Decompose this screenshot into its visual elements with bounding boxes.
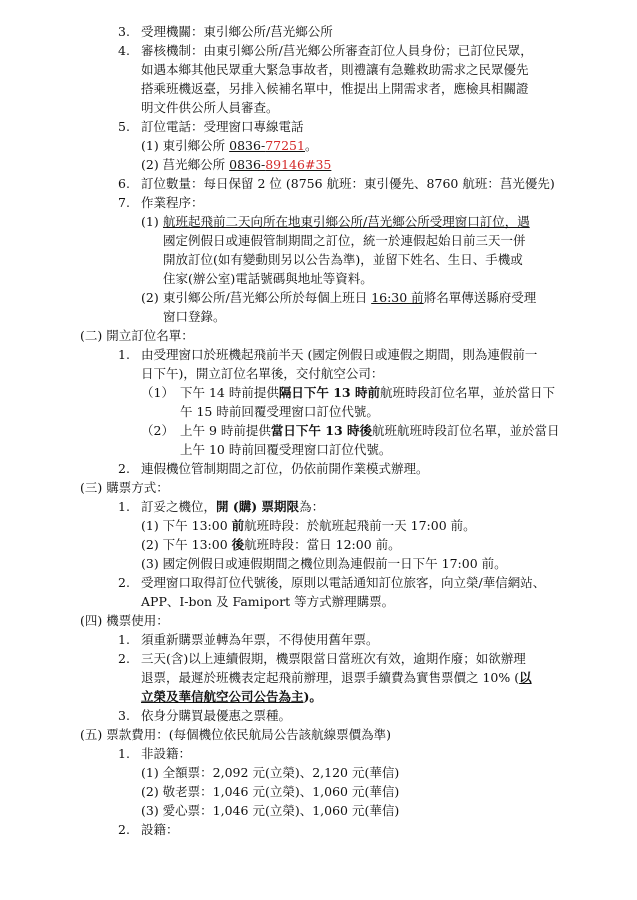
section-4-title: (四) 機票使用： [80,613,169,628]
sec4-item-3: 3. 依身分購買最優惠之票種。 [118,708,292,723]
item-7-1: (1) 航班起飛前二天向所在地東引鄉公所/莒光鄉公所受理窗口訂位，遇 [141,214,530,229]
sec4-item-1: 1. 須重新購票並轉為年票，不得使用舊年票。 [118,632,379,647]
phone-link-juguang[interactable]: 0836-89146#35 [229,157,332,172]
sec3-item-1: 1. 訂妥之機位，開 (購) 票期限為： [118,499,325,514]
sec2-item-1: 1. 由受理窗口於班機起飛前半天 (國定例假日或連假之期間，則為連假前一 [118,347,538,362]
item-6: 6. 訂位數量：每日保留 2 位 (8756 航班：東引優先、8760 航班：莒光優先) [118,176,555,191]
section-5-title: (五) 票款費用：(每個機位依民航局公告該航線票價為準) [80,727,391,742]
item-4: 4. 審核機制：由東引鄉公所/莒光鄉公所審查訂位人員身份；已訂位民眾， [118,43,533,58]
sec2-item-1-1: （1） 下午 14 時前提供隔日下午 13 時前航班時段訂位名單，並於當日下 [141,385,555,400]
section-2-title: (二) 開立訂位名單： [80,328,194,343]
sec2-item-1-2: （2） 上午 9 時前提供當日下午 13 時後航班航班時段訂位名單，並於當日 [141,423,560,438]
phone-juguang: (2) 莒光鄉公所 0836-89146#35 [141,157,332,172]
phone-link-dongyin[interactable]: 0836-77251 [229,138,305,153]
item-3: 3. 受理機關：東引鄉公所/莒光鄉公所 [118,24,333,39]
sec3-item-2: 2. 受理窗口取得訂位代號後，原則以電話通知訂位旅客，向立榮/華信網站、 [118,575,546,590]
sec5-item-1: 1. 非設籍： [118,746,192,761]
section-3-title: (三) 購票方式： [80,480,169,495]
document-page: 3. 受理機關：東引鄉公所/莒光鄉公所 4. 審核機制：由東引鄉公所/莒光鄉公所審查訂位人員身份；已訂位民眾， 如遇本鄉其他民眾重大緊急事故者，則禮讓有急難救助需求之民眾優先 搭乘班機返臺，另排入候補名單中，惟提出上開需求者，應檢具相關證 明文件供公所人員審查。 5. 訂位電話：受理窗口專線電話 (1) 東引鄉公所 0836-77251。 (2) 莒光鄉公所 0836-89146#35 6. 訂位數量：每日保留 2 位 (8756 航班：東引優先、8760 航班：莒光優先) 7. 作業程序： (1) 航班起飛前二天向所在地東引鄉公所/莒光鄉公所受理窗口訂位，遇 國定例假日或連假管制期間之訂位，統一於連假起始日前三天一併 開放訂位(如有變動則另以公告為準)，並留下姓名、生日、手機或 住家(辦公室)電話號碼與地址等資料。 (2) 東引鄉公所/莒光鄉公所於每個上班日 16:30 前將名單傳送縣府受理 窗口登錄。 (二) 開立訂位名單： 1. 由受理窗口於班機起飛前半天 (國定例假日或連假之期間，則為連假前一 日下午)，開立訂位名單後，交付航空公司： （1） 下午 14 時前提供隔日下午 13 時前航班時段訂位名單，並於當日下 午 15 時前回覆受理窗口訂位代號。 （2） 上午 9 時前提供當日下午 13 時後航班航班時段訂位名單，並於當日 上午 10 時前回覆受理窗口訂位代號。 2. 連假機位管制期間之訂位，仍依前開作業模式辦理。 (三) 購票方式： 1. 訂妥之機位，開 (購) 票期限為： (1) 下午 13:00 前航班時段：於航班起飛前一天 17:00 前。 (2) 下午 13:00 後航班時段：當日 12:00 前。 (3) 國定例假日或連假期間之機位則為連假前一日下午 17:00 前。 2. 受理窗口取得訂位代號後，原則以電話通知訂位旅客，向立榮/華信網站、 APP、I-bon 及 Famiport 等方式辦理購票。 (四) 機票使用： 1. 須重新購票並轉為年票，不得使用舊年票。 2. 三天(含)以上連續假期，機票限當日當班次有效，逾期作廢；如欲辦理 退票，最遲於班機表定起飛前辦理，退票手續費為實售票價之 10% (以 立榮及華信航空公司公告為主)。 3. 依身分購買最優惠之票種。 (五) 票款費用：(每個機位依民航局公告該航線票價為準) 1. 非設籍： (1) 全額票：2,092 元(立榮)、2,120 元(華信) (2) 敬老票：1,046 元(立榮)、1,060 元(華信) (3) 愛心票：1,046 元(立榮)、1,060 元(華信) 2. 設籍： [0,22,637,839]
phone-dongyin: (1) 東引鄉公所 0836-77251。 [141,138,318,153]
item-7: 7. 作業程序： [118,195,204,210]
sec2-item-2: 2. 連假機位管制期間之訂位，仍依前開作業模式辦理。 [118,461,429,476]
sec4-item-2: 2. 三天(含)以上連續假期，機票限當日當班次有效，逾期作廢；如欲辦理 [118,651,526,666]
item-5: 5. 訂位電話：受理窗口專線電話 [118,119,304,134]
sec5-item-2: 2. 設籍： [118,822,179,837]
item-7-2: (2) 東引鄉公所/莒光鄉公所於每個上班日 16:30 前將名單傳送縣府受理 [141,290,537,305]
